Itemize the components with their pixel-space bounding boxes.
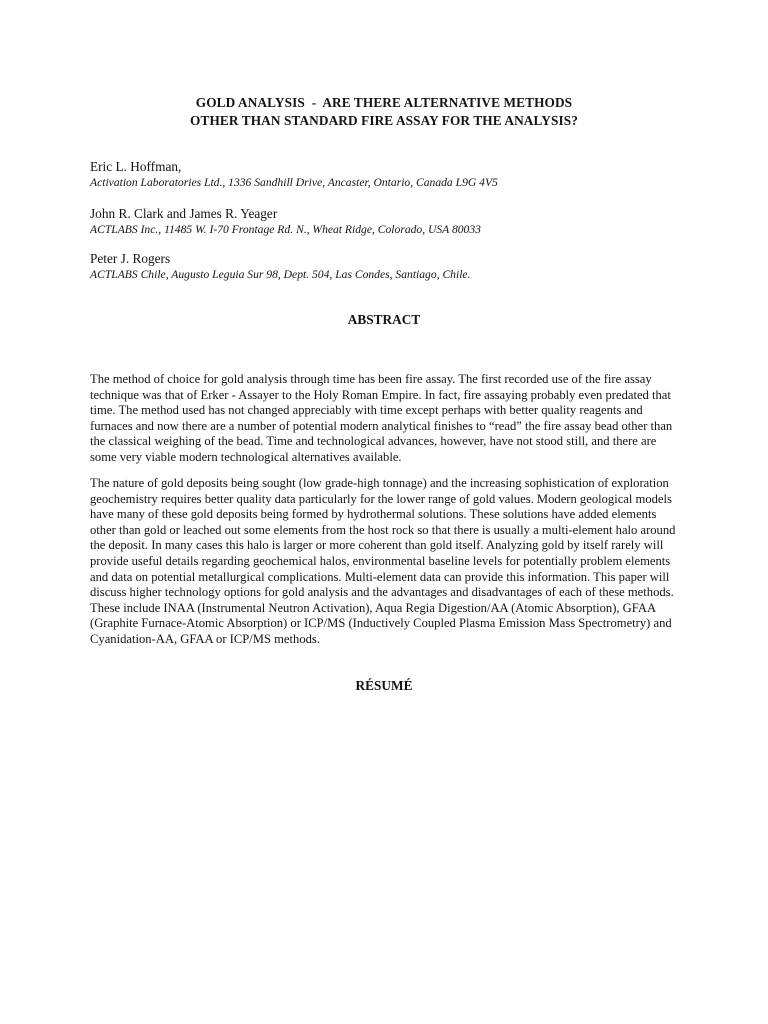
paragraph-line: the deposit. In many cases this halo is larger or more coherent than gold itself. Analyzing gold by itself rarely will [90, 538, 664, 553]
paragraph-line: other than gold or leached out some elements from the host rock so that there is usually a multi-element halo around [90, 522, 676, 537]
abstract-heading: ABSTRACT [347, 312, 421, 327]
paragraph-line: The method of choice for gold analysis through time has been fire assay. The first recorded use of the fire assay [90, 372, 652, 386]
paragraph-line: These include INAA (Instrumental Neutron Activation), Aqua Regia Digestion/AA (Atomic Absorption), GFAA [90, 600, 657, 615]
author-name: John R. Clark and James R. Yeager [90, 206, 278, 221]
author-name: Peter J. Rogers [90, 251, 171, 266]
title-line-1: GOLD ANALYSIS - ARE THERE ALTERNATIVE METHODS [195, 95, 573, 110]
resume-heading: RÉSUMÉ [355, 678, 413, 693]
author-affiliation: ACTLABS Chile, Augusto Leguia Sur 98, Dept. 504, Las Condes, Santiago, Chile. [90, 268, 471, 281]
paragraph-line: furnaces and now there are a number of potential modern analytical finishes to “read” the fire assay bead other than [90, 418, 673, 433]
paragraph-line: the classical weighing of the bead. Time and technological advances, however, have not stood still, and there are [90, 434, 657, 449]
paragraph-line: (Graphite Furnace-Atomic Absorption) or ICP/MS (Inductively Coupled Plasma Emission Mass Spectrometry) and [90, 616, 672, 631]
paragraph-line: geochemistry requires better quality data particularly for the lower range of gold values. Modern geological models [90, 491, 672, 506]
paragraph-line: have many of these gold deposits being formed by hydrothermal solutions. These solutions have added elements [90, 507, 657, 522]
author-name: Eric L. Hoffman, [90, 159, 182, 174]
paragraph-line: time. The method used has not changed appreciably with time except perhaps with better quality reagents and [90, 403, 643, 418]
title-line-2: OTHER THAN STANDARD FIRE ASSAY FOR THE ANALYSIS? [190, 113, 578, 128]
paragraph-line: and data on potential metallurgical complications. Multi-element data can provide this information. This paper will [90, 569, 670, 584]
author-affiliation: Activation Laboratories Ltd., 1336 Sandhill Drive, Ancaster, Ontario, Canada L9G 4V5 [90, 176, 498, 189]
paragraph-line: discuss higher technology options for gold analysis and the advantages and disadvantages of each of these methods. [90, 585, 674, 600]
paragraph-line: some very viable modern technological alternatives available. [90, 449, 402, 464]
abstract-paragraph-2 [90, 476, 690, 648]
paragraph-line: provide useful details regarding geochemical halos, environmental baseline levels for potentially problem elements [90, 553, 671, 568]
paragraph-line: technique was that of Erker - Assayer to the Holy Roman Empire. In fact, fire assaying probably even predated that [90, 387, 671, 402]
author-block-1 [90, 158, 498, 190]
paragraph-line: Cyanidation-AA, GFAA or ICP/MS methods. [90, 631, 320, 646]
author-affiliation: ACTLABS Inc., 11485 W. I-70 Frontage Rd. N., Wheat Ridge, Colorado, USA 80033 [90, 223, 481, 236]
abstract-paragraph-1 [90, 372, 690, 466]
author-block-2 [90, 205, 481, 237]
author-block-3 [90, 250, 470, 282]
paragraph-line: The nature of gold deposits being sought (low grade-high tonnage) and the increasing sophistication of exploration [90, 476, 669, 490]
paper-title [0, 94, 768, 130]
